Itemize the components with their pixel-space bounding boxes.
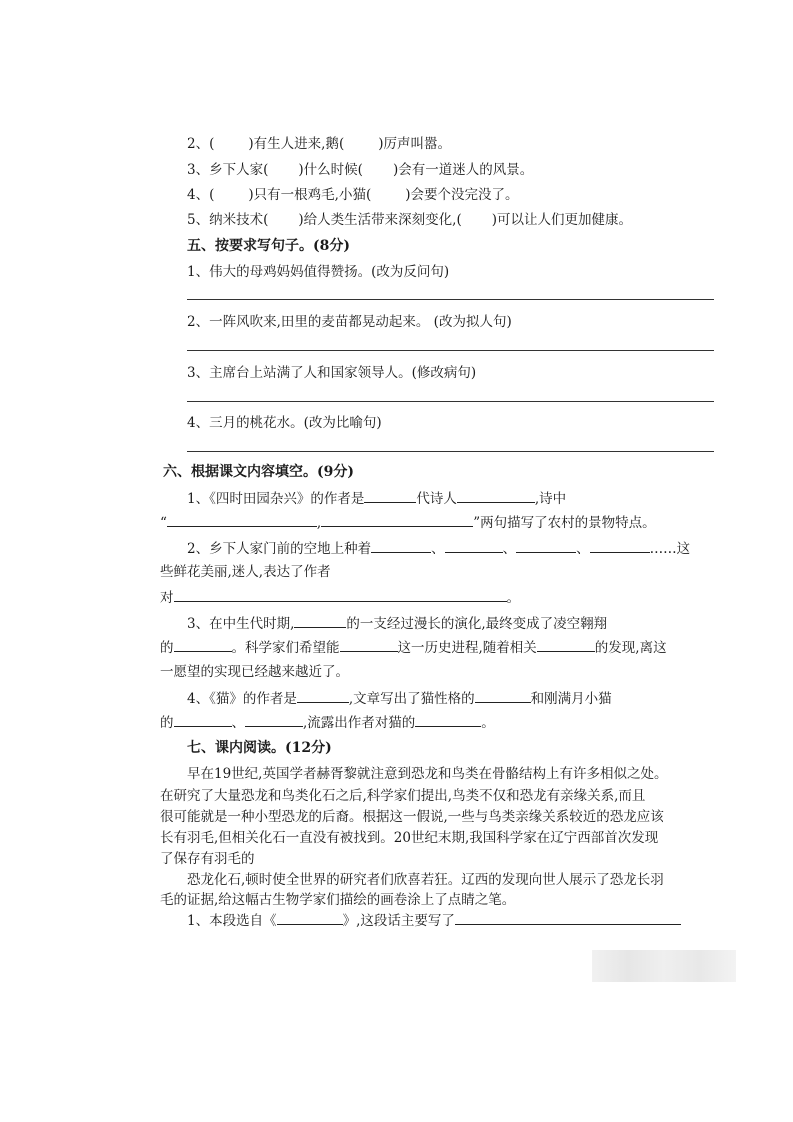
answer-line bbox=[187, 350, 714, 351]
p6-q2-line1: 2、乡下人家门前的空地上种着 、 、 、 ……这 bbox=[187, 538, 690, 559]
reading-line: 早在19世纪,英国学者赫胥黎就注意到恐龙和鸟类在骨骼结构上有许多相似之处。 bbox=[187, 766, 668, 782]
p5-q2: 2、一阵风吹来,田里的麦苗都晃动起来。 (改为拟人句) bbox=[187, 314, 512, 330]
p6-q1-line2: “ , ”两句描写了农村的景物特点。 bbox=[160, 512, 656, 533]
reading-line: 长有羽毛,但相关化石一直没有被找到。20世纪末期,我国科学家在辽宁西部首次发现 bbox=[160, 830, 659, 846]
p6-q1-line1: 1、《四时田园杂兴》的作者是 代诗人 ,诗中 bbox=[187, 488, 566, 509]
p4-q5: 5、纳米技术( )给人类生活带来深刻变化,( )可以让人们更加健康。 bbox=[187, 212, 633, 228]
answer-line bbox=[187, 401, 714, 402]
part7-title: 七、课内阅读。(12分) bbox=[187, 740, 332, 756]
scan-smudge bbox=[592, 950, 736, 982]
p5-q3: 3、主席台上站满了人和国家领导人。(修改病句) bbox=[187, 365, 477, 381]
p6-q4-line1: 4、《猫》的作者是 ,文章写出了猫性格的 和刚满月小猫 bbox=[187, 688, 612, 709]
answer-line bbox=[187, 299, 714, 300]
reading-line: 很可能就是一种小型恐龙的后裔。根据这一假说,一些与鸟类亲缘关系较近的恐龙应该 bbox=[160, 809, 664, 825]
p6-q2-line3: 对 。 bbox=[160, 587, 520, 608]
p6-q4-line2: 的 、 ,流露出作者对猫的 。 bbox=[160, 712, 495, 733]
reading-line: 毛的证据,给这幅古生物学家们描绘的画卷涂上了点睛之笔。 bbox=[160, 892, 516, 908]
answer-line bbox=[187, 451, 714, 452]
p6-q3-line2: 的 。科学家们希望能 这一历史进程,随着相关 的发现,离这 bbox=[160, 637, 667, 658]
p7-q1: 1、本段选自《 》,这段话主要写了 bbox=[187, 910, 681, 931]
reading-line: 恐龙化石,顿时使全世界的研究者们欣喜若狂。辽西的发现向世人展示了恐龙长羽 bbox=[187, 872, 664, 888]
p5-q1: 1、伟大的母鸡妈妈值得赞扬。(改为反问句) bbox=[187, 264, 450, 280]
p6-q3-line1: 3、在中生代时期, 的一支经过漫长的演化,最终变成了凌空翱翔 bbox=[187, 613, 607, 634]
reading-line: 了保存有羽毛的 bbox=[160, 851, 255, 867]
p4-q2: 2、( )有生人进来,鹅( )厉声叫嚣。 bbox=[187, 136, 452, 152]
p5-q4: 4、三月的桃花水。(改为比喻句) bbox=[187, 415, 382, 431]
reading-line: 在研究了大量恐龙和鸟类化石之后,科学家们提出,鸟类不仅和恐龙有亲缘关系,而且 bbox=[160, 788, 646, 804]
p4-q3: 3、乡下人家( )什么时候( )会有一道迷人的风景。 bbox=[187, 162, 534, 178]
p4-q4: 4、( )只有一根鸡毛,小猫( )会要个没完没了。 bbox=[187, 187, 519, 203]
p6-q2-line2: 些鲜花美丽,迷人,表达了作者 bbox=[160, 564, 331, 580]
part5-title: 五、按要求写句子。(8分) bbox=[187, 238, 350, 254]
p6-q3-line3: 一愿望的实现已经越来越近了。 bbox=[160, 664, 349, 680]
part6-title: 六、根据课文内容填空。(9分) bbox=[163, 464, 354, 480]
